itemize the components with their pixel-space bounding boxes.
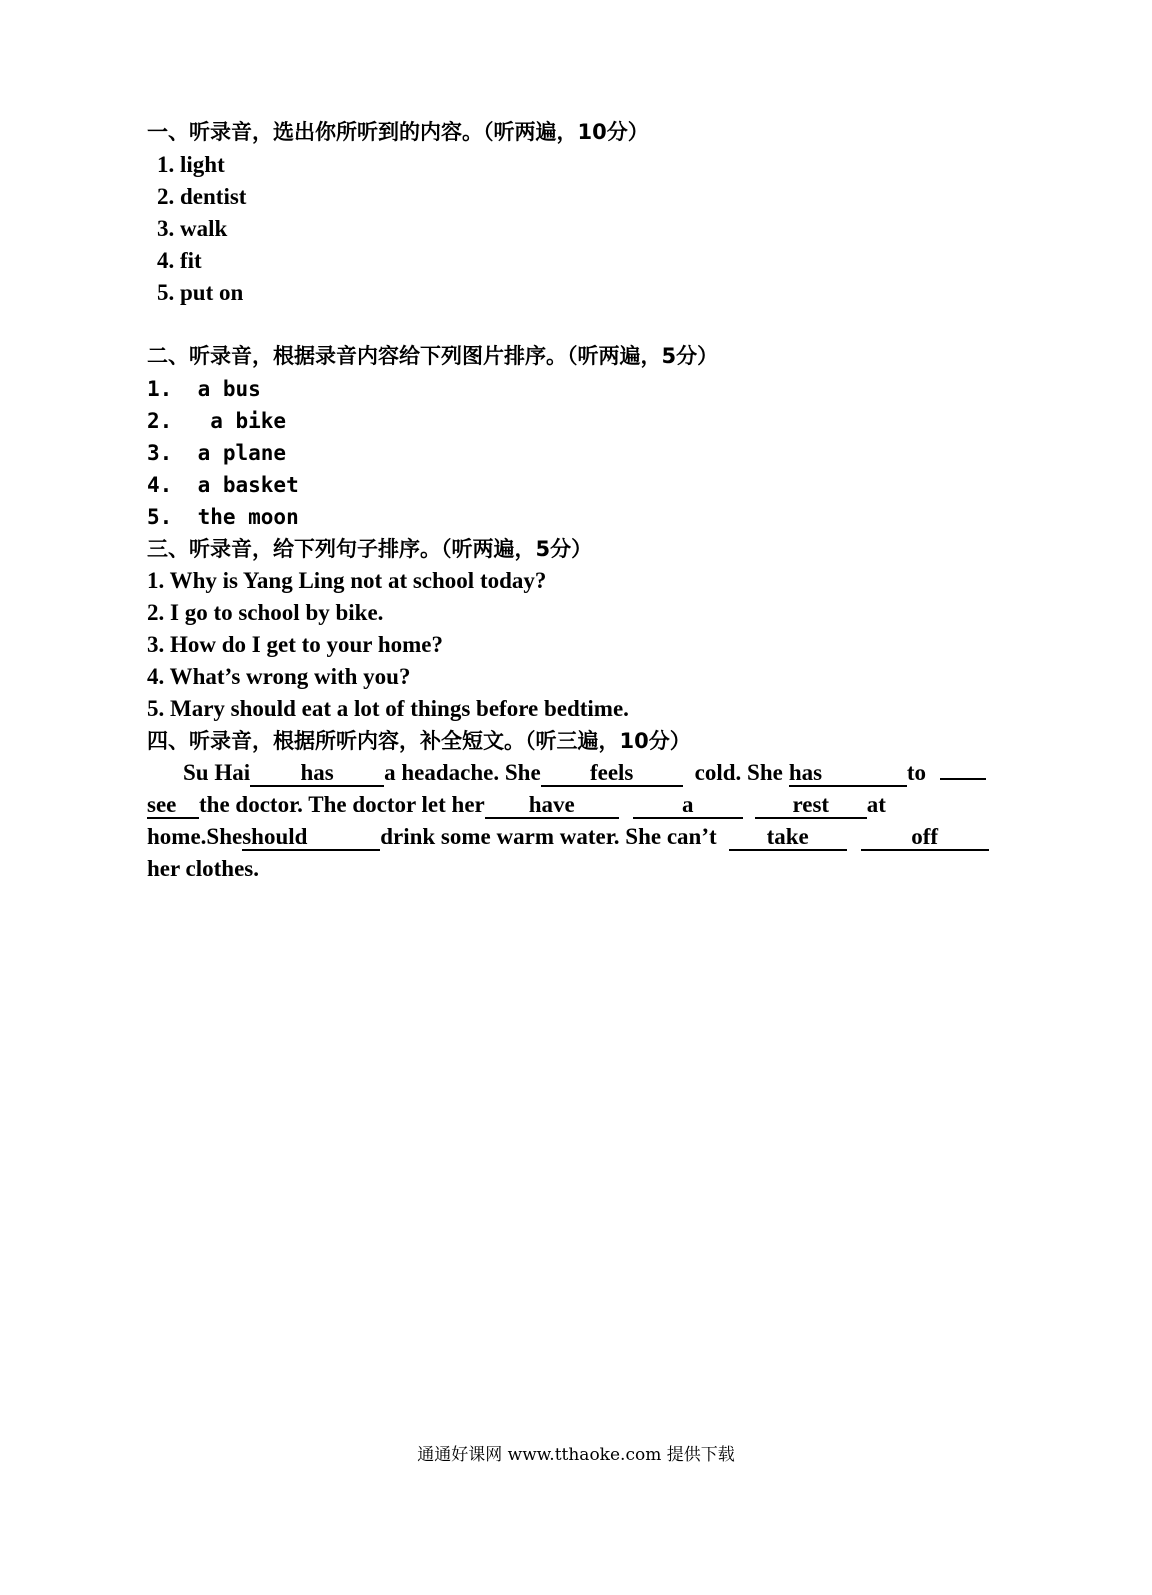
section3-title: 三、听录音，给下列句子排序。（听两遍，5分） <box>147 537 593 561</box>
section2-item-2: 2. a bike <box>147 409 287 433</box>
answer-blank <box>940 778 986 780</box>
answer-blank: has <box>250 761 384 787</box>
answer-blank: feels <box>541 761 683 787</box>
answer-blank: rest <box>755 793 867 819</box>
answer-blank: take <box>729 825 847 851</box>
passage-text: drink some warm water. She can’t <box>380 824 717 849</box>
passage-line-1 <box>183 759 986 787</box>
answer-blank: have <box>485 793 619 819</box>
section2-item-5: 5. the moon <box>147 505 299 529</box>
passage-text: to <box>906 760 927 785</box>
section1-title: 一、听录音，选出你所听到的内容。（听两遍，10分） <box>147 120 649 144</box>
section1-item-3: 3. walk <box>157 216 228 241</box>
passage-text: cold. She <box>694 760 783 785</box>
answer-blank: off <box>861 825 989 851</box>
passage-line-3 <box>147 823 989 851</box>
section2-item-1: 1. a bus <box>147 377 261 401</box>
answer-blank: a <box>633 793 743 819</box>
section3-item-5: 5. Mary should eat a lot of things before bedtime. <box>147 696 629 721</box>
passage-line-4: her clothes. <box>147 856 260 881</box>
section3-item-4: 4. What’s wrong with you? <box>147 664 411 689</box>
footer-credit: 通通好课网 www.tthaoke.com 提供下载 <box>417 1445 735 1465</box>
passage-text: the doctor. The doctor let her <box>199 792 485 817</box>
answer-blank: has <box>789 761 907 787</box>
section3-item-2: 2. I go to school by bike. <box>147 600 384 625</box>
answer-blank: see <box>147 793 199 819</box>
passage-text: a headache. She <box>384 760 541 785</box>
section1-item-5: 5. put on <box>157 280 244 305</box>
passage-text: at <box>866 792 886 817</box>
section4-title: 四、听录音，根据所听内容，补全短文。（听三遍，10分） <box>147 729 691 753</box>
answer-blank: should <box>242 825 380 851</box>
section2-title: 二、听录音，根据录音内容给下列图片排序。（听两遍，5分） <box>147 344 719 368</box>
section1-item-1: 1. light <box>157 152 225 177</box>
section1-item-4: 4. fit <box>157 248 202 273</box>
passage-text: home.She <box>147 824 243 849</box>
section2-item-4: 4. a basket <box>147 473 299 497</box>
passage-line-2 <box>147 791 886 819</box>
section3-item-1: 1. Why is Yang Ling not at school today? <box>147 568 547 593</box>
section3-item-3: 3. How do I get to your home? <box>147 632 444 657</box>
passage-text: Su Hai <box>183 760 251 785</box>
section1-item-2: 2. dentist <box>157 184 247 209</box>
section2-item-3: 3. a plane <box>147 441 287 465</box>
